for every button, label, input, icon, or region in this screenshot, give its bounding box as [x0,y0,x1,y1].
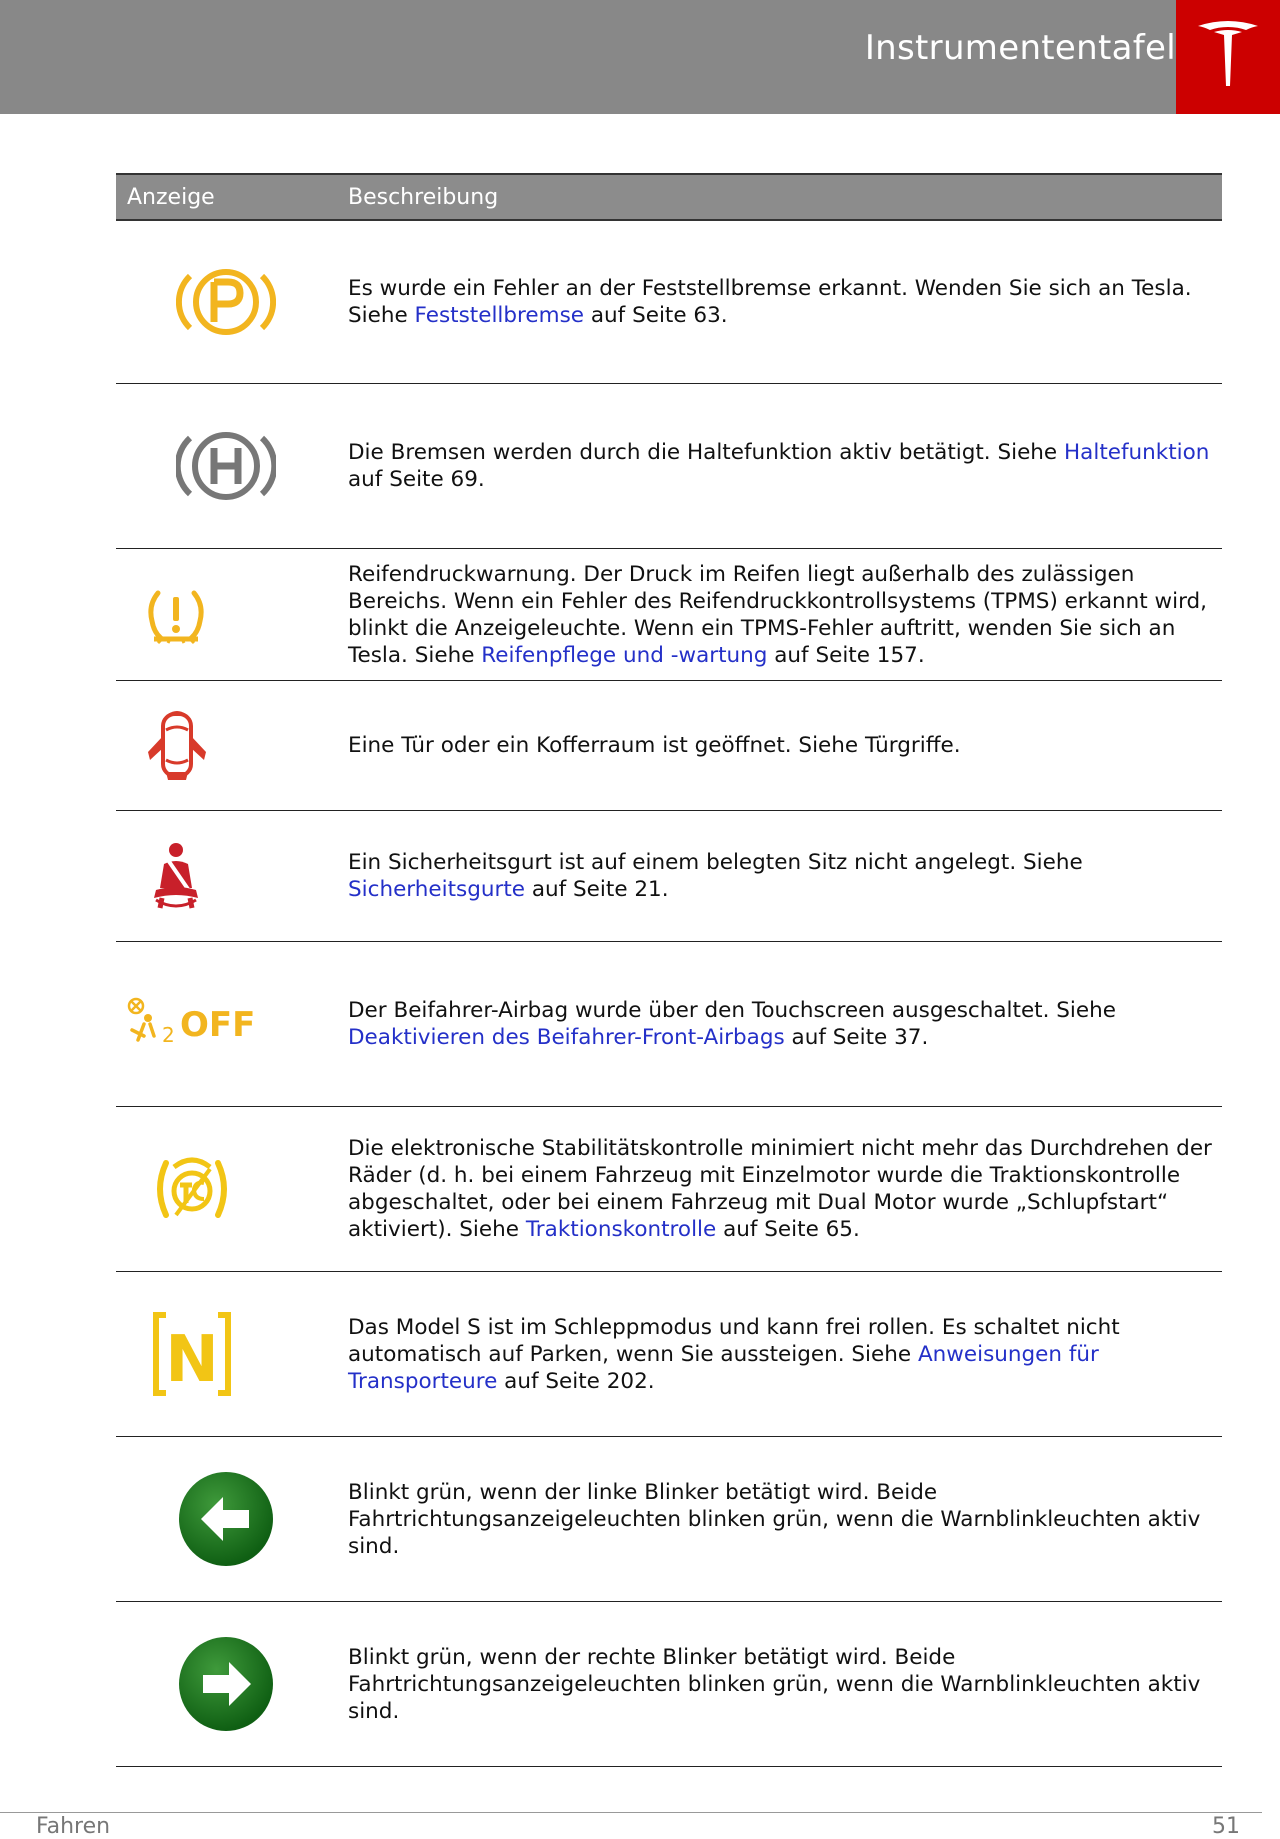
link-sicherheitsgurte[interactable]: Sicherheitsgurte [348,877,525,902]
indicator-table [116,173,1222,1767]
footer-section: Fahren [36,1814,111,1839]
row-description: Der Beifahrer-Airbag wurde über den Touchscreen ausgeschaltet. Siehe Deaktivieren des Beifahrer-Front-Airbags auf Seite 37. [348,998,1116,1050]
svg-text:N: N [165,1323,219,1397]
row-description: Blinkt grün, wenn der linke Blinker betätigt wird. Beide Fahrtrichtungsanzeigeleuchten blinken grün, wenn die Warnblinkleuchten aktiv sind. [348,1479,1201,1559]
link-airbag-deaktivieren[interactable]: Deaktivieren des Beifahrer-Front-Airbags [348,1025,785,1050]
table-row [116,549,1222,681]
table-row [116,942,1222,1107]
table-row [116,221,1222,384]
row-description: Blinkt grün, wenn der rechte Blinker betätigt wird. Beide Fahrtrichtungsanzeigeleuchten blinken grün, wenn die Warnblinkleuchten aktiv sind. [348,1644,1201,1724]
page-number: 51 [1212,1814,1240,1839]
row-description: Eine Tür oder ein Kofferraum ist geöffnet. Siehe Türgriffe. [348,733,961,758]
link-traktionskontrolle[interactable]: Traktionskontrolle [525,1217,717,1242]
seatbelt-icon [146,840,206,912]
tesla-logo [1176,0,1280,114]
row-description: Es wurde ein Fehler an der Feststellbremse erkannt. Wenden Sie sich an Tesla. Siehe Feststellbremse auf Seite 63. [348,276,1192,328]
table-row [116,1107,1222,1272]
passenger-airbag-off-icon [124,996,266,1052]
table-row [116,1437,1222,1602]
svg-text:2: 2 [162,1023,175,1047]
link-feststellbremse[interactable]: Feststellbremse [414,303,585,328]
table-row [116,1272,1222,1437]
hold-icon [176,424,276,508]
table-header [116,173,1222,221]
page-title: Instrumententafel [864,28,1176,68]
tow-mode-icon [152,1311,232,1397]
page-header [0,0,1176,114]
column-header-description: Beschreibung [348,185,499,210]
right-turn-signal-icon [177,1635,275,1733]
column-header-indicator: Anzeige [127,185,215,210]
tire-pressure-warning-icon [144,583,208,647]
row-description: Die elektronische Stabilitätskontrolle minimiert nicht mehr das Durchdrehen der Räder (d. h. bei einem Fahrzeug mit Einzelmotor wurde die Traktionskontrolle abgeschaltet, oder bei einem Fahrzeug mit Dual Motor wurde „Schlupfstart“ aktiviert). Siehe Traktionskontrolle auf Seite 65. [348,1136,1212,1242]
footer-divider [0,1812,1262,1813]
svg-text:OFF: OFF [180,1005,256,1045]
row-description: Die Bremsen werden durch die Haltefunktion aktiv betätigt. Siehe Haltefunktion auf Seite 69. [348,440,1210,492]
table-row [116,811,1222,942]
tesla-logo-icon [1194,18,1262,88]
parking-brake-fault-icon [176,262,276,342]
row-description: Das Model S ist im Schleppmodus und kann frei rollen. Es schaltet nicht automatisch auf Parken, wenn Sie aussteigen. Siehe Anweisungen für Transporteure auf Seite 202. [348,1314,1120,1394]
traction-control-off-icon [152,1149,232,1229]
link-haltefunktion[interactable]: Haltefunktion [1064,440,1210,465]
door-open-icon [142,706,212,786]
table-row [116,1602,1222,1767]
row-description: Reifendruckwarnung. Der Druck im Reifen liegt außerhalb des zulässigen Bereichs. Wenn ein Fehler des Reifendruckkontrollsystems (TPMS) erkannt wird, blinkt die Anzeigeleuchte. Wenn ein TPMS-Fehler auftritt, wenden Sie sich an Tesla. Siehe Reifenpflege und -wartung auf Seite 157. [348,561,1208,668]
left-turn-signal-icon [177,1470,275,1568]
link-anweisungen-transporteure[interactable]: Anweisungen für Transporteure [348,1341,1099,1394]
link-reifenpflege[interactable]: Reifenpflege und -wartung [481,642,768,668]
table-row [116,681,1222,811]
table-row [116,384,1222,549]
row-description: Ein Sicherheitsgurt ist auf einem belegten Sitz nicht angelegt. Siehe Sicherheitsgurte auf Seite 21. [348,850,1083,902]
